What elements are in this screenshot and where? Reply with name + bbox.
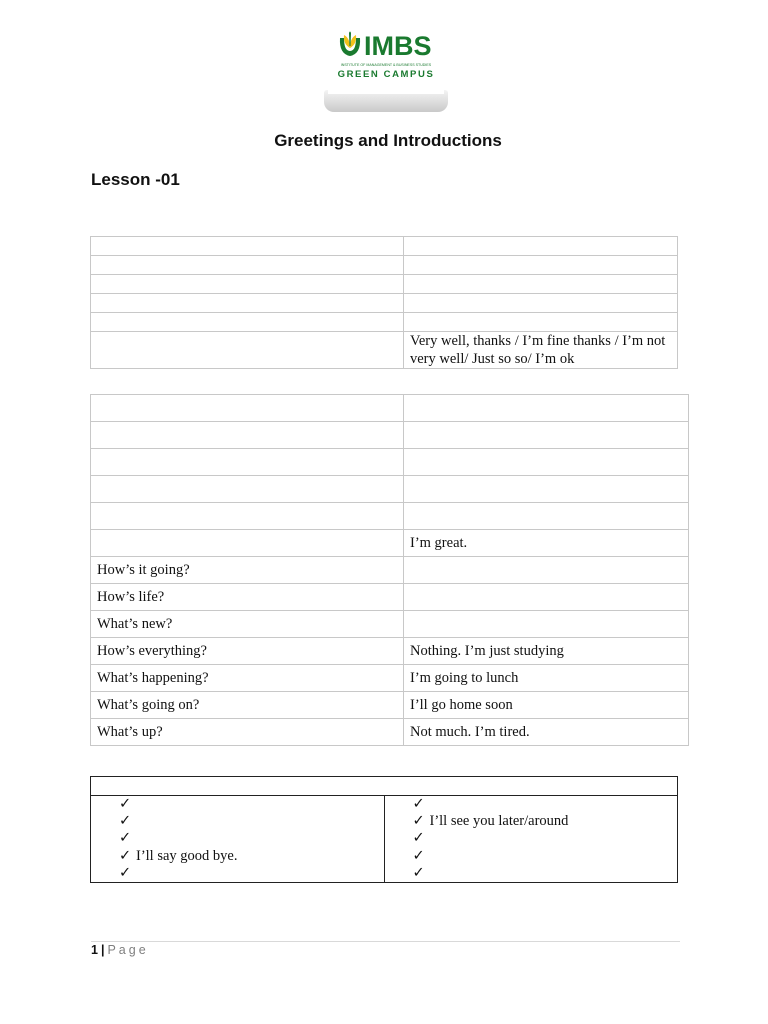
checkmark-icon: ✓ xyxy=(412,864,425,881)
checklist-item xyxy=(413,865,678,882)
footer-separator: | xyxy=(100,943,105,957)
question-cell: How’s it going? xyxy=(91,557,404,584)
table-row xyxy=(91,665,689,692)
table-row xyxy=(91,719,689,746)
logo-campus: GREEN CAMPUS xyxy=(337,69,435,80)
table-row xyxy=(91,332,678,369)
question-cell: How’s life? xyxy=(91,584,404,611)
checklist-item xyxy=(413,813,678,830)
answer-cell xyxy=(404,422,689,449)
farewells-table-header xyxy=(91,777,678,796)
answer-cell: I’m going to lunch xyxy=(404,665,689,692)
question-cell: What’s going on? xyxy=(91,692,404,719)
imbs-logo xyxy=(328,22,444,112)
table-row xyxy=(91,530,689,557)
question-cell xyxy=(91,449,404,476)
page-number: 1 xyxy=(91,943,98,957)
answer-cell xyxy=(404,503,689,530)
footer-divider xyxy=(91,941,680,942)
greetings-table-2 xyxy=(90,394,689,746)
table-row xyxy=(91,275,678,294)
question-cell xyxy=(91,422,404,449)
table-row xyxy=(91,256,678,275)
checklist-item xyxy=(413,848,678,865)
checkmark-icon: ✓ xyxy=(119,847,132,864)
checkmark-icon: ✓ xyxy=(119,813,132,830)
answer-cell xyxy=(404,476,689,503)
table-row xyxy=(91,294,678,313)
question-cell xyxy=(91,294,404,313)
answer-cell xyxy=(404,395,689,422)
question-cell: What’s new? xyxy=(91,611,404,638)
answer-cell xyxy=(404,449,689,476)
document-title: Greetings and Introductions xyxy=(274,131,502,150)
question-cell xyxy=(91,256,404,275)
answer-cell xyxy=(404,557,689,584)
question-cell: How’s everything? xyxy=(91,638,404,665)
question-cell xyxy=(91,275,404,294)
checkmark-icon: ✓ xyxy=(412,796,425,812)
checkmark-icon: ✓ xyxy=(412,830,425,847)
checklist-item xyxy=(119,796,384,813)
leaf-cup-icon xyxy=(336,30,364,60)
question-cell: What’s happening? xyxy=(91,665,404,692)
greetings-table-1 xyxy=(90,236,678,369)
question-cell xyxy=(91,476,404,503)
table-row xyxy=(91,692,689,719)
answer-cell: Nothing. I’m just studying xyxy=(404,638,689,665)
question-cell: What’s up? xyxy=(91,719,404,746)
farewells-left-cell xyxy=(91,796,385,883)
farewells-right-cell xyxy=(384,796,678,883)
checklist-item xyxy=(119,813,384,830)
checklist-text: I’ll see you later/around xyxy=(429,813,569,830)
logo-plate xyxy=(328,22,444,94)
logo-tagline: INSTITUTE OF MANAGEMENT & BUSINESS STUDIES xyxy=(340,63,432,67)
checklist-item xyxy=(119,848,384,865)
answer-cell xyxy=(404,584,689,611)
table-row xyxy=(91,237,678,256)
answer-cell xyxy=(404,294,678,313)
answer-cell: Very well, thanks / I’m fine thanks / I’m not very well/ Just so so/ I’m ok xyxy=(404,332,678,369)
checklist-text: I’ll say good bye. xyxy=(136,847,238,864)
answer-cell xyxy=(404,237,678,256)
table-row xyxy=(91,449,689,476)
table-row xyxy=(91,313,678,332)
answer-cell xyxy=(404,256,678,275)
question-cell xyxy=(91,313,404,332)
logo-brand: IMBS xyxy=(364,31,432,61)
checkmark-icon: ✓ xyxy=(119,864,132,881)
question-cell xyxy=(91,332,404,369)
table-row xyxy=(91,503,689,530)
table-row xyxy=(91,395,689,422)
checklist-item xyxy=(119,865,384,882)
page-footer xyxy=(91,943,149,957)
question-cell xyxy=(91,237,404,256)
question-cell xyxy=(91,395,404,422)
answer-cell xyxy=(404,313,678,332)
table-row xyxy=(91,584,689,611)
farewells-table xyxy=(90,776,678,883)
checkmark-icon: ✓ xyxy=(119,796,132,812)
checklist-item xyxy=(119,830,384,847)
question-cell xyxy=(91,503,404,530)
answer-cell xyxy=(404,611,689,638)
checkmark-icon: ✓ xyxy=(412,813,425,830)
checkmark-icon: ✓ xyxy=(412,847,425,864)
answer-cell: I’m great. xyxy=(404,530,689,557)
page-label: Page xyxy=(107,943,149,957)
table-row xyxy=(91,638,689,665)
table-row xyxy=(91,557,689,584)
lesson-heading: Lesson -01 xyxy=(91,170,180,189)
answer-cell: I’ll go home soon xyxy=(404,692,689,719)
answer-cell: Not much. I’m tired. xyxy=(404,719,689,746)
checkmark-icon: ✓ xyxy=(119,830,132,847)
table-row xyxy=(91,611,689,638)
answer-cell xyxy=(404,275,678,294)
checklist-item xyxy=(413,796,678,813)
checklist-item xyxy=(413,830,678,847)
question-cell xyxy=(91,530,404,557)
table-row xyxy=(91,476,689,503)
table-row xyxy=(91,422,689,449)
